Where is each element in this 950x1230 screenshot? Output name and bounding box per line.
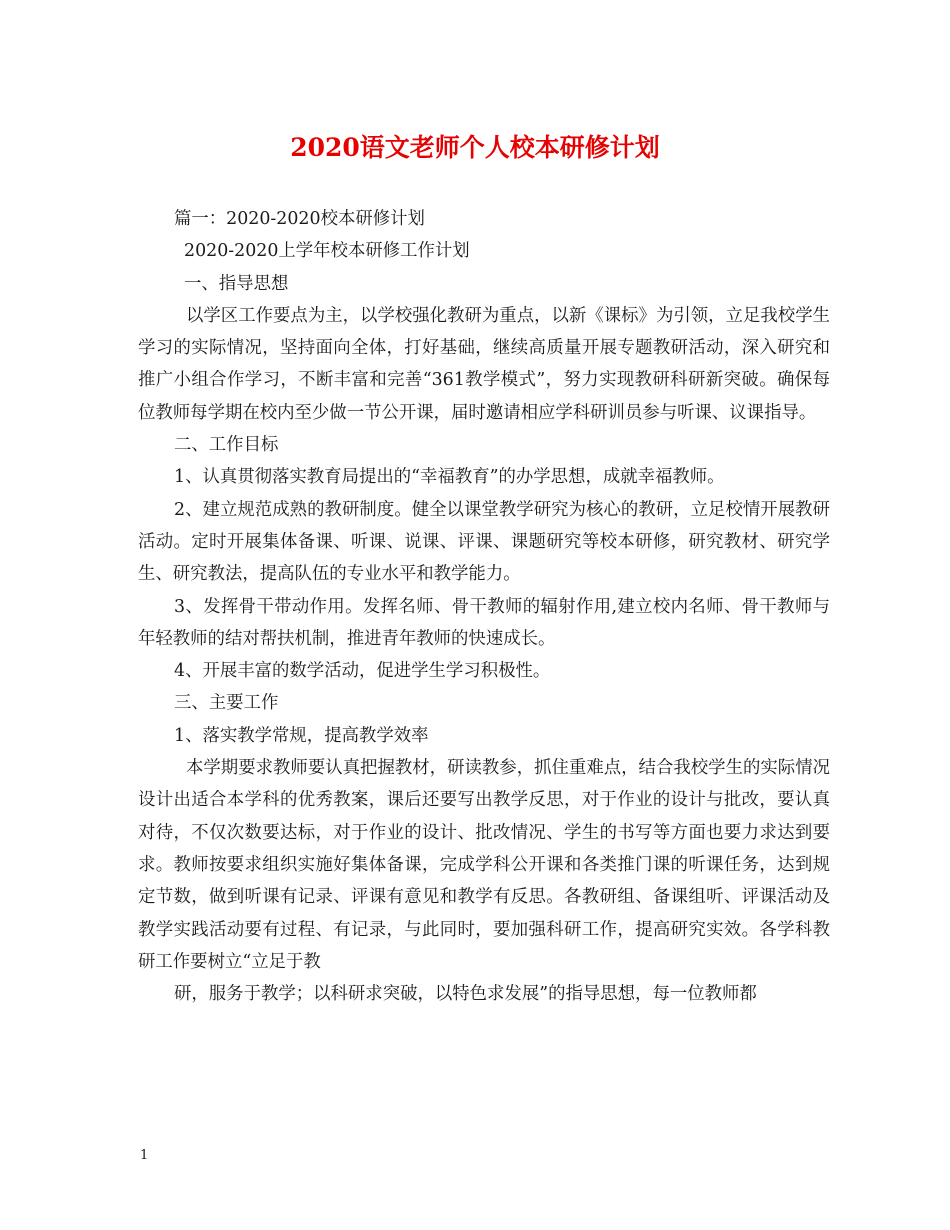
document-body [138, 203, 830, 1010]
paragraph-guiding-thought-body: 以学区工作要点为主，以学校强化教研为重点，以新《课标》为引领，立足我校学生学习的实际情况，坚持面向全体，打好基础，继续高质量开展专题教研活动，深入研究和推广小组合作学习，不断丰富和完善“361教学模式”，努力实现教研科研新突破。确保每位教师每学期在校内至少做一节公开课，届时邀请相应学科研训员参与听课、议课指导。 [138, 305, 830, 423]
document-title: 2020语文老师个人校本研修计划 [290, 133, 660, 162]
page-number: 1 [140, 1148, 149, 1163]
paragraph-section-heading: 篇一：2020-2020校本研修计划 [174, 209, 425, 229]
paragraph-continuation: 研，服务于教学；以科研求突破，以特色求发展”的指导思想，每一位教师都 [174, 984, 757, 1005]
paragraph-goal-4: 4、开展丰富的数学活动，促进学生学习积极性。 [174, 661, 551, 682]
paragraph-goal-1: 1、认真贯彻落实教育局提出的“幸福教育”的办学思想，成就幸福教师。 [174, 467, 725, 488]
paragraph-heading-work-goals: 二、工作目标 [174, 435, 279, 456]
paragraph-goal-2: 2、建立规范成熟的教研制度。健全以课堂教学研究为核心的教研，立足校情开展教研活动。定时开展集体备课、听课、说课、评课、课题研究等校本研修，研究教材、研究学生、研究教法，提高队伍的专业水平和教学能力。 [138, 499, 830, 585]
paragraph-plan-title: 2020-2020上学年校本研修工作计划 [184, 241, 470, 262]
paragraph-heading-guiding-thought: 一、指导思想 [184, 273, 289, 294]
paragraph-goal-3: 3、发挥骨干带动作用。发挥名师、骨干教师的辐射作用,建立校内名师、骨干教师与年轻教师的结对帮扶机制，推进青年教师的快速成长。 [138, 596, 830, 649]
paragraph-work-item-1: 1、落实教学常规，提高教学效率 [174, 725, 429, 746]
paragraph-work-item-1-body: 本学期要求教师要认真把握教材，研读教参，抓住重难点，结合我校学生的实际情况设计出适合本学科的优秀教案，课后还要写出教学反思，对于作业的设计与批改，要认真对待，不仅次数要达标，对于作业的设计、批改情况、学生的书写等方面也要力求达到要求。教师按要求组织实施好集体备课，完成学科公开课和各类推门课的听课任务，达到规定节数，做到听课有记录、评课有意见和教学有反思。各教研组、备课组听、评课活动及教学实践活动要有过程、有记录，与此同时，要加强科研工作，提高研究实效。各学科教研工作要树立“立足于教 [138, 758, 830, 972]
paragraph-heading-main-work: 三、主要工作 [174, 693, 279, 714]
